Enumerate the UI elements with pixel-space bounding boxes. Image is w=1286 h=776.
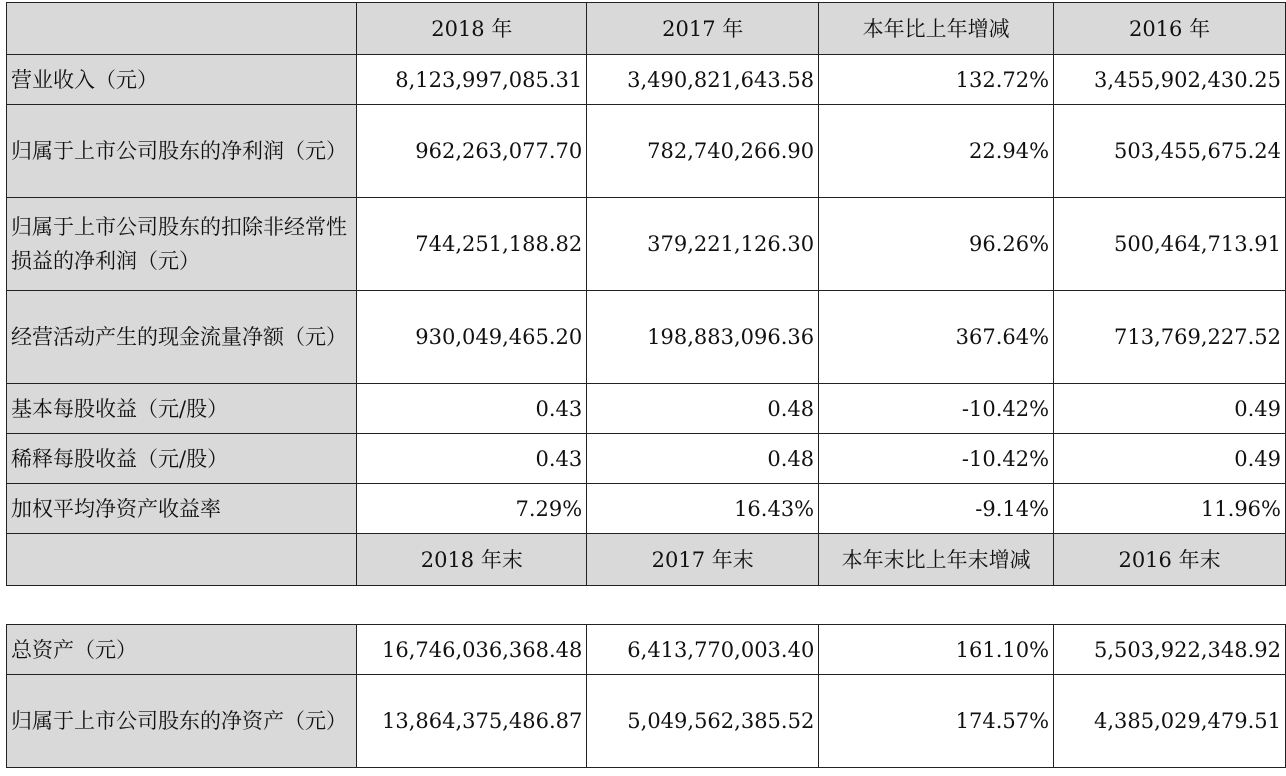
- value-2018: 0.43: [357, 384, 587, 434]
- value-2017: 379,221,126.30: [587, 198, 819, 291]
- table-row: [7, 484, 1286, 534]
- value-2016: 0.49: [1054, 434, 1286, 484]
- value-2016: 3,455,902,430.25: [1054, 55, 1286, 105]
- table-header-row: [7, 3, 1286, 55]
- table-row: [7, 434, 1286, 484]
- header-2016: 2016 年: [1054, 3, 1286, 55]
- value-change: 96.26%: [819, 198, 1054, 291]
- row-label: 归属于上市公司股东的扣除非经常性损益的净利润（元）: [7, 198, 357, 291]
- value-2017: 0.48: [587, 384, 819, 434]
- row-label: 稀释每股收益（元/股）: [7, 434, 357, 484]
- value-2017: 3,490,821,643.58: [587, 55, 819, 105]
- value-2018: 13,864,375,486.87: [357, 675, 587, 768]
- value-change: -10.42%: [819, 434, 1054, 484]
- value-2016: 5,503,922,348.92: [1054, 625, 1286, 675]
- value-2018: 0.43: [357, 434, 587, 484]
- header-2018: 2018 年: [357, 3, 587, 55]
- value-change: 161.10%: [819, 625, 1054, 675]
- row-label: 归属于上市公司股东的净资产（元）: [7, 675, 357, 768]
- value-change: -9.14%: [819, 484, 1054, 534]
- row-label: 归属于上市公司股东的净利润（元）: [7, 105, 357, 198]
- row-label: 加权平均净资产收益率: [7, 484, 357, 534]
- table-header-row-year-end: [7, 534, 1286, 586]
- table-row: [7, 105, 1286, 198]
- row-label: 营业收入（元）: [7, 55, 357, 105]
- value-2016: 500,464,713.91: [1054, 198, 1286, 291]
- value-2018: 7.29%: [357, 484, 587, 534]
- table-row: [7, 625, 1286, 675]
- header-2018-end: 2018 年末: [357, 534, 587, 586]
- value-2017: 6,413,770,003.40: [587, 625, 819, 675]
- value-change: 132.72%: [819, 55, 1054, 105]
- value-2017: 0.48: [587, 434, 819, 484]
- value-2017: 5,049,562,385.52: [587, 675, 819, 768]
- header-change: 本年比上年增减: [819, 3, 1054, 55]
- header-change-end: 本年末比上年末增减: [819, 534, 1054, 586]
- value-2016: 11.96%: [1054, 484, 1286, 534]
- value-2016: 713,769,227.52: [1054, 291, 1286, 384]
- header-blank-cell: [7, 534, 357, 586]
- row-label: 经营活动产生的现金流量净额（元）: [7, 291, 357, 384]
- value-2017: 16.43%: [587, 484, 819, 534]
- row-label: 基本每股收益（元/股）: [7, 384, 357, 434]
- value-2018: 8,123,997,085.31: [357, 55, 587, 105]
- value-2016: 503,455,675.24: [1054, 105, 1286, 198]
- value-change: 174.57%: [819, 675, 1054, 768]
- table-row: [7, 384, 1286, 434]
- value-2016: 4,385,029,479.51: [1054, 675, 1286, 768]
- value-2017: 782,740,266.90: [587, 105, 819, 198]
- value-2017: 198,883,096.36: [587, 291, 819, 384]
- value-change: 22.94%: [819, 105, 1054, 198]
- year-end-table: [6, 624, 1286, 768]
- table-row: [7, 198, 1286, 291]
- value-2018: 744,251,188.82: [357, 198, 587, 291]
- financial-summary-table: [6, 2, 1286, 586]
- table-row: [7, 291, 1286, 384]
- value-2018: 16,746,036,368.48: [357, 625, 587, 675]
- header-2016-end: 2016 年末: [1054, 534, 1286, 586]
- value-2018: 962,263,077.70: [357, 105, 587, 198]
- header-blank-cell: [7, 3, 357, 55]
- table-row: [7, 675, 1286, 768]
- table-row: [7, 55, 1286, 105]
- header-2017: 2017 年: [587, 3, 819, 55]
- row-label: 总资产（元）: [7, 625, 357, 675]
- value-change: -10.42%: [819, 384, 1054, 434]
- value-2018: 930,049,465.20: [357, 291, 587, 384]
- header-2017-end: 2017 年末: [587, 534, 819, 586]
- value-2016: 0.49: [1054, 384, 1286, 434]
- value-change: 367.64%: [819, 291, 1054, 384]
